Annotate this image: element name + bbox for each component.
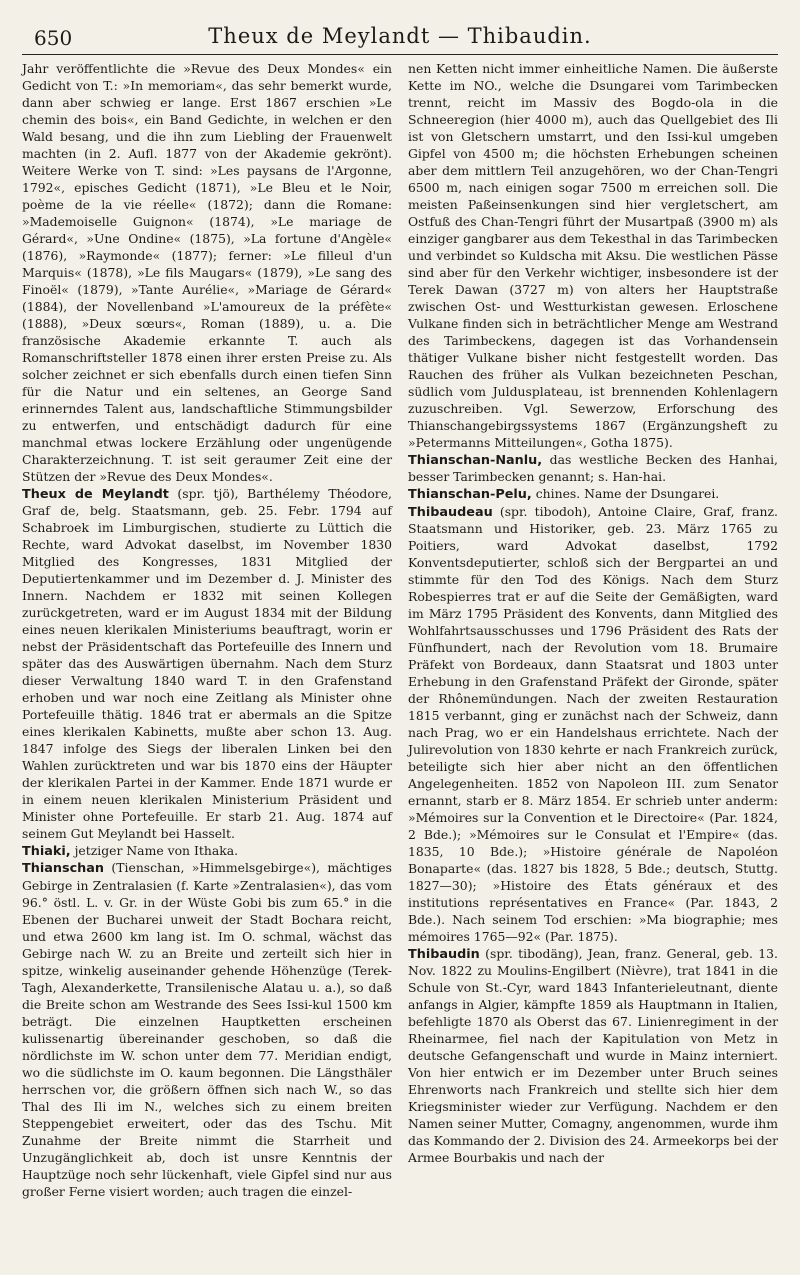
left-column bbox=[22, 61, 392, 1201]
headword: Thianschan bbox=[22, 861, 105, 877]
pronunciation: (spr. tjö), bbox=[168, 485, 248, 501]
entry-text: Tienschan, »Himmelsgebirge«), mächtiges Gebirge in Zentralasien (f. Karte »Zentralasien«), das vom 96.° östl. L. v. Gr. in der Wüste Gobi bis zum 65.° in die Ebenen der Bucharei unweit der Stadt Bochara reicht, und etwa 2600 km lang ist. Im O. schmal, wächst das Gebirge nach W. zu an Breite und zerteilt sich hier in spitze, winkelig auseinander gehende Höhenzüge (Terek-Tagh, Alexanderkette, Transilenische Alatau u. a.), so daß die Breite schon am Westrande des Sees Issi-kul 1500 km beträgt. Die einzelnen Hauptketten erscheinen kulissenartig übereinander geschoben, so daß die nördlichste im W. schon unter dem 77. Meridian endigt, wo die südlichste im O. kaum begonnen. Die Längsthäler herrschen vor, die größern öffnen sich nach W., so das Thal des Ili im N., welches sich zu einem breiten Steppengebiet erweitert, oder das des Tschu. Mit Zunahme der Breite nimmt die Starrheit und Unzugänglichkeit ab, doch ist unsre Kenntnis der Hauptzüge noch sehr lückenhaft, viele Gipfel sind nur aus großer Ferne visiert worden; auch tragen die einzel- bbox=[22, 860, 392, 1199]
pronunciation: ( bbox=[104, 860, 117, 876]
entry bbox=[22, 61, 392, 486]
entry-text: chines. Name der Dsungarei. bbox=[531, 486, 720, 502]
running-head: Theux de Meylandt — Thibaudin. bbox=[208, 24, 592, 48]
headword: Thiaki, bbox=[22, 843, 71, 859]
text-columns bbox=[22, 61, 778, 1201]
entry bbox=[408, 452, 778, 487]
entry-text: das westliche Becken des Hanhai, besser Tarimbecken genannt; s. Han-hai. bbox=[408, 451, 778, 485]
entry bbox=[408, 504, 778, 946]
entry bbox=[22, 843, 392, 861]
entry-text: Antoine Claire, Graf, franz. Staatsmann und Historiker, geb. 23. März 1765 zu Poitiers, ward Advokat daselbst, 1792 Konventsdeputierter, schloß sich der Bergpartei an und stimmte für den Tod des Königs. Nach dem Sturz Robespierres trat er auf die Seite der Gemäßigten, ward im März 1795 Präsident des Konvents, dann Mitglied des Wohlfahrtsausschusses und 1796 Präsident des Rats der Fünfhundert, nach der Revolution vom 18. Brumaire Präfekt von Bordeaux, dann Staatsrat und 1803 unter Erhebung in den Grafenstand Präfekt der Gironde, später der Rhônemündungen. Nach der zweiten Restauration 1815 verbannt, ging er zunächst nach der Schweiz, dann nach Prag, wo er ein Handelshaus errichtete. Nach der Julirevolution von 1830 kehrte er nach Frankreich zurück, beteiligte sich hier aber nicht an den öffentlichen Angelegenheiten. 1852 von Napoleon III. zum Senator ernannt, starb er 8. März 1854. Er schrieb unter anderm: »Mémoires sur la Convention et le Directoire« (Par. 1824, 2 Bde.); »Mémoires sur le Consulat et l'Empire« (das. 1835, 10 Bde.); »Histoire générale de Napoléon Bonaparte« (das. 1827 bis 1828, 5 Bde.; deutsch, Stuttg. 1827—30); »Histoire des États généraux et des institutions représentatives en France« (Par. 1843, 2 Bde.). Nach seinem Tod erschien: »Ma biographie; mes mémoires 1765—92« (Par. 1875). bbox=[408, 503, 778, 944]
headword: Thibaudeau bbox=[408, 504, 493, 520]
pronunciation: (spr. tibodäng), bbox=[479, 945, 588, 961]
page-header bbox=[22, 18, 778, 55]
entry bbox=[408, 61, 778, 452]
entry-text: jetziger Name von Ithaka. bbox=[70, 842, 239, 858]
headword: Thianschan-Pelu, bbox=[408, 487, 532, 503]
pronunciation: (spr. tibodoh), bbox=[492, 503, 599, 519]
entry bbox=[22, 486, 392, 843]
headword: Thibaudin bbox=[408, 946, 480, 962]
entry-text: Jahr veröffentlichte die »Revue des Deux Mondes« ein Gedicht von T.: »In memoriam«, das sehr bemerkt wurde, dann aber schwieg er lange. Erst 1867 erschien »Le chemin des bois«, ein Band Gedichte, in welchen er den Wald besang, und die ihn zum Liebling der Frauenwelt machten (in 2. Aufl. 1877 von der Akademie gekrönt). Weitere Werke von T. sind: »Les paysans de l'Argonne, 1792«, episches Gedicht (1871), »Le Bleu et le Noir, poème de la vie réelle« (1872); dann die Romane: »Mademoiselle Guignon« (1874), »Le mariage de Gérard«, »Une Ondine« (1875), »La fortune d'Angèle« (1876), »Raymonde« (1877); ferner: »Le filleul d'un Marquis« (1878), »Le fils Maugars« (1879), »Le sang des Finoël« (1879), »Tante Aurélie«, »Mariage de Gérard« (1884), der Novellenband »L'amoureux de la préfète« (1888), »Deux sœurs«, Roman (1889), u. a. Die französische Akademie erkannte T. auch als Romanschriftsteller 1878 einen ihrer ersten Preise zu. Als solcher zeichnet er sich ebenfalls durch einen tiefen Sinn für die Natur und ein seltenes, an George Sand erinnerndes Talent aus, landschaftliche Stimmungsbilder zu entwerfen, und entschädigt dadurch für eine manchmal etwas lockere Erzählung oder ungenügende Charakterzeichnung. T. ist seit geraumer Zeit eine der Stützen der »Revue des Deux Mondes«. bbox=[22, 61, 392, 484]
entry-text: Jean, franz. General, geb. 13. Nov. 1822 zu Moulins-Engilbert (Nièvre), trat 1841 in die Schule von St.-Cyr, ward 1843 Infanterieleutnant, diente anfangs in Algier, kämpfte 1859 als Hauptmann in Italien, befehligte 1870 als Oberst das 67. Linienregiment in der Rheinarmee, fiel nach der Kapitulation von Metz in deutsche Gefangenschaft und wurde in Mainz interniert. Von hier entwich er im Dezember unter Bruch seines Ehrenworts nach Frankreich und stellte sich hier dem Kriegsminister wieder zur Verfügung. Nachdem er den Namen seiner Mutter, Comagny, angenommen, wurde ihm das Kommando der 2. Division des 24. Armeekorps bei der Armee Bourbakis und nach der bbox=[408, 945, 778, 1166]
entry-text: Barthélemy Théodore, Graf de, belg. Staatsmann, geb. 25. Febr. 1794 auf Schabroek im Limburgischen, studierte zu Lüttich die Rechte, ward Advokat daselbst, im November 1830 Mitglied des Kongresses, 1831 Mitglied der Deputiertenkammer und im Dezember d. J. Minister des Innern. Nachdem er 1832 mit seinen Kollegen zurückgetreten, ward er im August 1834 mit der Bildung eines neuen klerikalen Ministeriums beauftragt, worin er nebst der Präsidentschaft das Portefeuille des Innern und später das des Auswärtigen übernahm. Nach dem Sturz dieser Verwaltung 1840 ward T. in den Grafenstand erhoben und war noch eine Zeitlang als Minister ohne Portefeuille thätig. 1846 trat er abermals an die Spitze eines klerikalen Kabinetts, mußte aber schon 13. Aug. 1847 infolge des Siegs der liberalen Linken bei den Wahlen zurücktreten und war bis 1870 eins der Häupter der klerikalen Partei in der Kammer. Ende 1871 wurde er in einem neuen klerikalen Ministerium Präsident und Minister ohne Portefeuille. Er starb 21. Aug. 1874 auf seinem Gut Meylandt bei Hasselt. bbox=[22, 485, 392, 841]
headword: Thianschan-Nanlu, bbox=[408, 452, 543, 468]
entry bbox=[408, 946, 778, 1167]
entry bbox=[22, 860, 392, 1200]
right-column bbox=[408, 61, 778, 1201]
headword: Theux de Meylandt bbox=[22, 486, 169, 502]
entry bbox=[408, 486, 778, 504]
entry-text: nen Ketten nicht immer einheitliche Namen. Die äußerste Kette im NO., welche die Dsungarei vom Tarimbecken trennt, reicht im Massiv des Bogdo-ola in die Schneeregion (hier 4000 m), auch das Quellgebiet des Ili ist von Gletschern umstarrt, und den Issi-kul umgeben Gipfel von 4500 m; die höchsten Erhebungen scheinen aber dem mittlern Teil anzugehören, wo der Chan-Tengri 6500 m, nach einigen sogar 7500 m erreichen soll. Die meisten Paßeinsenkungen sind hier vergletschert, am Ostfuß des Chan-Tengri führt der Musartpaß (3900 m) als einziger gangbarer aus dem Tekesthal in das Tarimbecken und verbindet so Kuldscha mit Aksu. Die westlichen Pässe sind aber für den Verkehr wichtiger, insbesondere ist der Terek Dawan (3727 m) von alters her Hauptstraße zwischen Ost- und Westturkistan gewesen. Erloschene Vulkane finden sich in beträchtlicher Menge am Westrand des Tarimbeckens, dagegen ist das Vorhandensein thätiger Vulkane bisher nicht festgestellt worden. Das Rauchen des früher als Vulkan bezeichneten Peschan, südlich vom Juldusplateau, ist brennenden Kohlenlagern zuzuschreiben. Vgl. Sewerzow, Erforschung des Thianschangebirgssystems 1867 (Ergänzungsheft zu »Petermanns Mitteilungen«, Gotha 1875). bbox=[408, 61, 778, 450]
page-number: 650 bbox=[34, 26, 73, 50]
